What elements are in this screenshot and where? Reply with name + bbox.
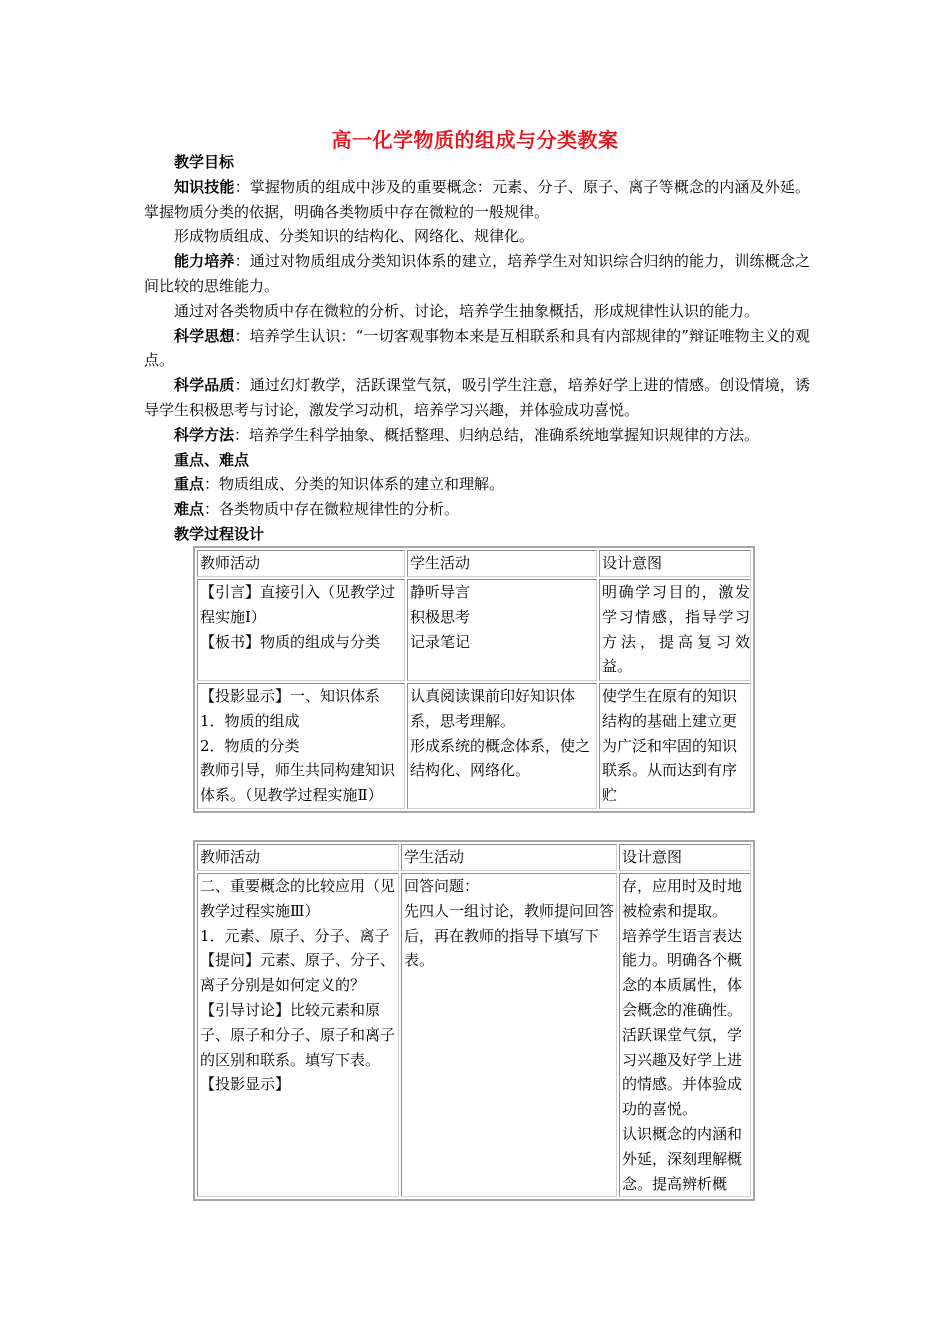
- table-header-row: [197, 844, 751, 871]
- knowledge-paragraph: 知识技能：掌握物质的组成中涉及的重要概念：元素、分子、原子、离子等概念的内涵及外延。掌握物质分类的依据，明确各类物质中存在微粒的一般规律。: [144, 177, 810, 221]
- cell-line: 【引言】直接引入（见教学过程实施Ⅰ）: [200, 583, 396, 626]
- key-label: 重点: [174, 475, 205, 494]
- cell-line: 积极思考: [410, 607, 471, 626]
- ability-label: 能力培养: [174, 252, 235, 271]
- cell-line: 认真阅读课前印好知识体系，思考理解。: [410, 687, 576, 730]
- cell-line: 回答问题：: [404, 877, 480, 895]
- knowledge-paragraph-2: 形成物质组成、分类知识的结构化、网络化、规律化。: [174, 227, 535, 246]
- thought-label: 科学思想: [174, 326, 235, 345]
- method-label: 科学方法: [174, 425, 235, 444]
- objectives-heading: 教学目标: [174, 153, 235, 171]
- cell-line: 活跃课堂气氛，学习兴趣及好学上进的情感。并体验成功的喜悦。: [622, 1025, 743, 1119]
- cell-line: 【投影显示】一、知识体系: [200, 687, 381, 705]
- table-row: [197, 683, 751, 809]
- table-header-cell: 学生活动: [407, 550, 597, 577]
- cell-line: 使学生在原有的知识结构的基础上建立更为广泛和牢固的知识联系。从而达到有序贮: [602, 687, 738, 805]
- difficult-label: 难点: [174, 500, 205, 519]
- table-cell: [401, 873, 617, 1197]
- table-header-row: [197, 550, 751, 577]
- lesson-table-1: [193, 546, 755, 813]
- table-header-cell: 设计意图: [619, 844, 751, 871]
- quality-label: 科学品质: [174, 376, 235, 395]
- table-header-cell: 学生活动: [401, 844, 617, 871]
- process-heading: 教学过程设计: [174, 524, 265, 543]
- table-cell: [197, 873, 399, 1197]
- document-body: [144, 150, 810, 547]
- cell-line: 【引导讨论】比较元素和原子、原子和分子、原子和离子的区别和联系。填写下表。: [200, 1000, 396, 1069]
- cell-line: 1．物质的组成: [200, 711, 300, 730]
- cell-line: 明确学习目的，激发学习情感，指导学习方法，提高复习效益。: [602, 583, 750, 676]
- table-cell: [407, 579, 597, 681]
- cell-line: 认识概念的内涵和外延，深刻理解概念。提高辨析概: [622, 1124, 743, 1193]
- table-header-cell: 教师活动: [197, 550, 405, 577]
- cell-line: 【投影显示】: [200, 1075, 291, 1094]
- table-cell: [599, 683, 751, 809]
- table-cell: [599, 579, 751, 681]
- keypoints-heading: 重点、难点: [174, 450, 250, 469]
- cell-line: 先四人一组讨论，教师提问回答后，再在教师的指导下填写下表。: [404, 901, 615, 970]
- cell-line: 二、重要概念的比较应用（见教学过程实施Ⅲ）: [200, 877, 396, 920]
- lesson-table-2: [193, 840, 755, 1201]
- table-header-cell: 教师活动: [197, 844, 399, 871]
- table-cell: [197, 579, 405, 681]
- quality-paragraph: 科学品质：通过幻灯教学，活跃课堂气氛，吸引学生注意，培养好学上进的情感。创设情境，诱导学生积极思考与讨论，激发学习动机，培养学习兴趣，并体验成功喜悦。: [144, 376, 810, 419]
- cell-line: 2．物质的分类: [200, 736, 300, 755]
- ability-paragraph: 能力培养：通过对物质组成分类知识体系的建立，培养学生对知识综合归纳的能力，训练概念之间比较的思维能力。: [144, 252, 810, 295]
- cell-line: 1．元素、原子、分子、离子: [200, 926, 390, 945]
- difficult-paragraph: 难点：各类物质中存在微粒规律性的分析。: [174, 500, 460, 519]
- table-row: [197, 579, 751, 681]
- cell-line: 教师引导，师生共同构建知识体系。（见教学过程实施Ⅱ）: [200, 761, 396, 805]
- table-cell: [619, 873, 751, 1197]
- cell-line: 【板书】物质的组成与分类: [200, 632, 381, 651]
- cell-line: 培养学生语言表达能力。明确各个概念的本质属性，体会概念的准确性。: [622, 926, 743, 1019]
- table-header-cell: 设计意图: [599, 550, 751, 577]
- method-paragraph: 科学方法：培养学生科学抽象、概括整理、归纳总结，准确系统地掌握知识规律的方法。: [174, 425, 760, 444]
- ability-paragraph-2: 通过对各类物质中存在微粒的分析、讨论，培养学生抽象概括，形成规律性认识的能力。: [174, 301, 760, 320]
- document-title: 高一化学物质的组成与分类教案: [331, 128, 619, 152]
- cell-line: 静听导言: [410, 583, 471, 601]
- cell-line: 存，应用时及时地被检索和提取。: [622, 877, 743, 920]
- table-cell: [197, 683, 405, 809]
- table-row: [197, 873, 751, 1197]
- cell-line: 形成系统的概念体系，使之结构化、网络化。: [410, 736, 591, 780]
- cell-line: 【提问】元素、原子、分子、离子分别是如何定义的？: [200, 951, 396, 995]
- table-cell: [407, 683, 597, 809]
- thought-paragraph: 科学思想：培养学生认识：“一切客观事物本来是互相联系和具有内部规律的”辩证唯物主义的观点。: [144, 326, 810, 370]
- knowledge-label: 知识技能: [174, 177, 235, 196]
- key-paragraph: 重点：物质组成、分类的知识体系的建立和理解。: [174, 475, 505, 494]
- cell-line: 记录笔记: [410, 632, 471, 651]
